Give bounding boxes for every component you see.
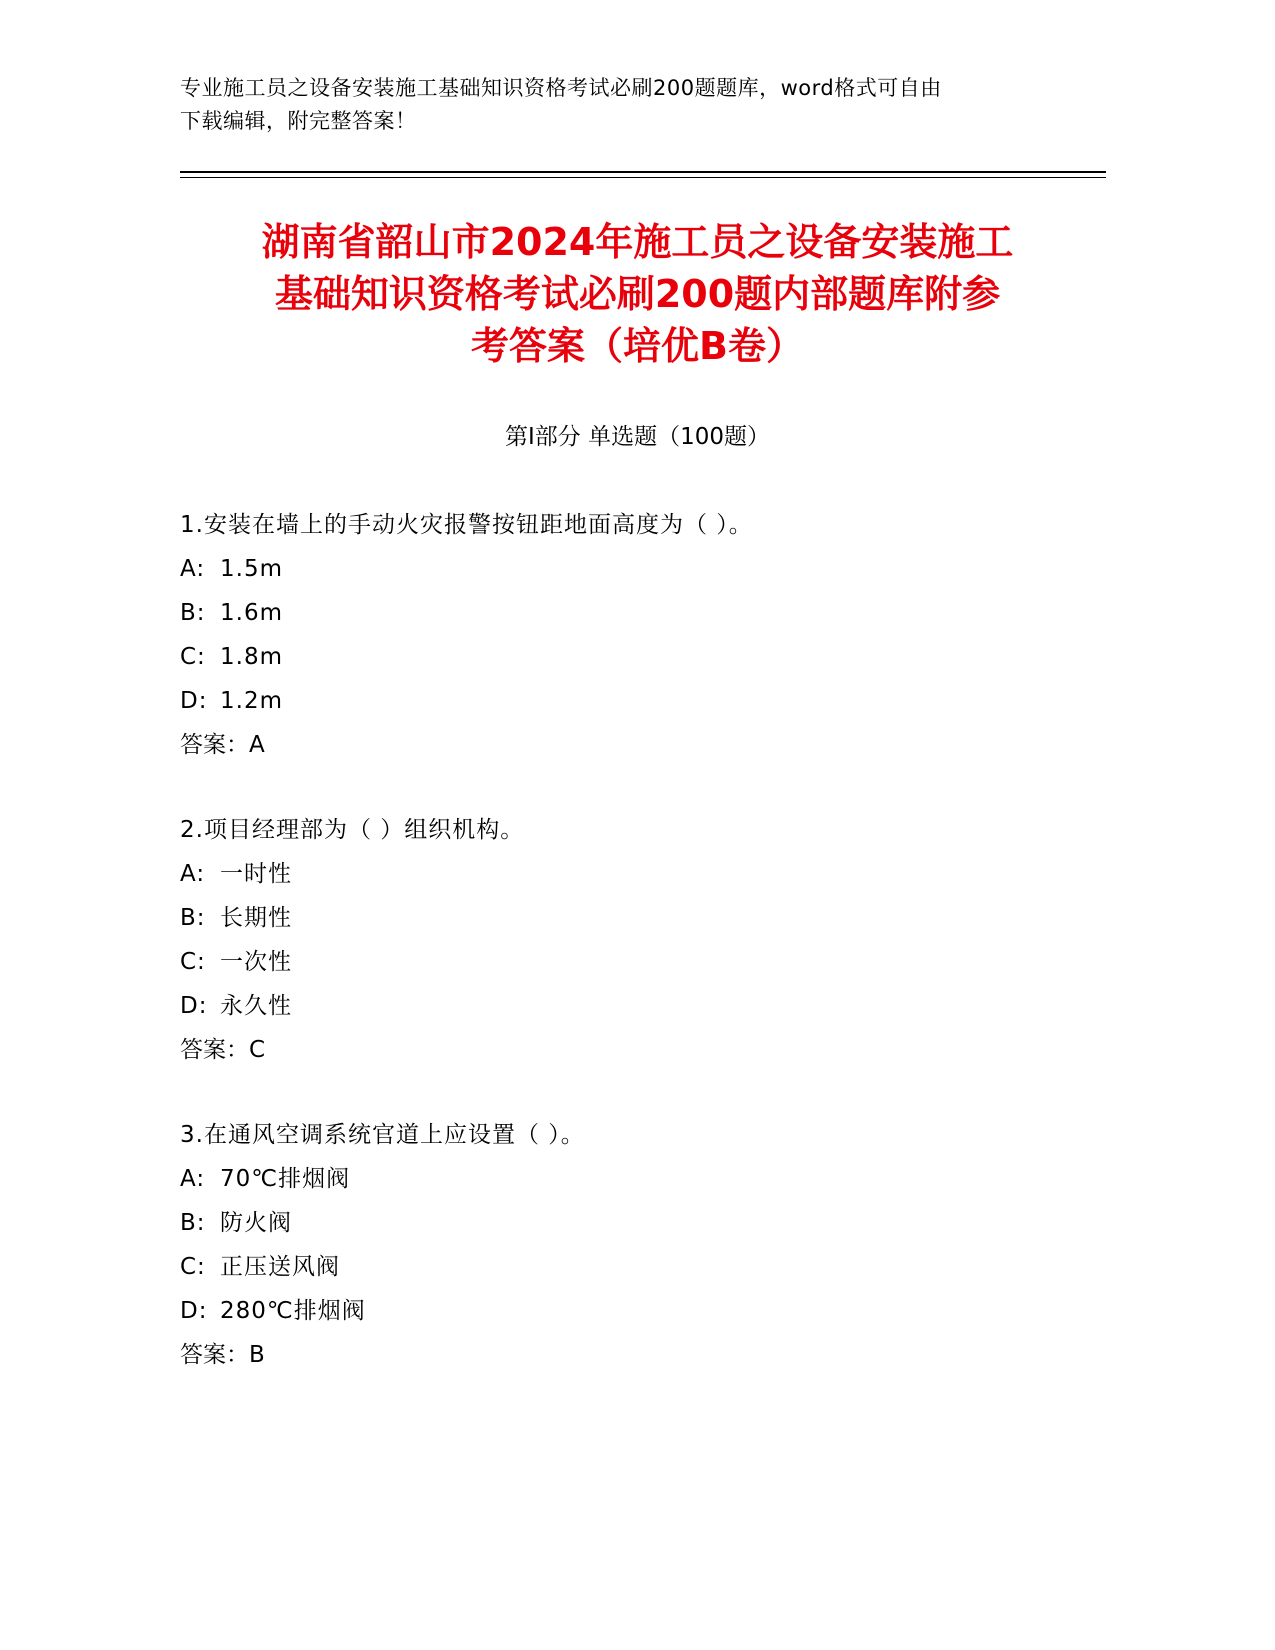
- document-title-line: 考答案（培优B卷）: [471, 324, 804, 368]
- option-key: C:: [180, 1254, 206, 1280]
- option-text: 280℃排烟阀: [220, 1298, 366, 1324]
- option-a: [180, 852, 1080, 896]
- option-text: 正压送风阀: [220, 1254, 340, 1280]
- question-stem: 3.在通风空调系统官道上应设置（ ）。: [180, 1122, 585, 1148]
- option-text: 永久性: [220, 993, 292, 1019]
- header-divider-thin: [180, 177, 1106, 178]
- question-stem: 2.项目经理部为（ ）组织机构。: [180, 817, 525, 843]
- question-stem: 1.安装在墙上的手动火灾报警按钮距地面高度为（ ）。: [180, 512, 753, 538]
- option-key: B:: [180, 600, 206, 626]
- option-d: [180, 984, 1080, 1028]
- option-a: [180, 1157, 1080, 1201]
- question-2: [180, 808, 1080, 1072]
- option-text: 1.5m: [220, 556, 283, 582]
- option-text: 1.8m: [220, 644, 283, 670]
- document-title-line: 湖南省韶山市2024年施工员之设备安装施工: [261, 220, 1014, 264]
- option-d: [180, 679, 1080, 723]
- header-note: [180, 72, 1060, 138]
- option-text: 1.6m: [220, 600, 283, 626]
- option-text: 防火阀: [220, 1210, 292, 1236]
- option-key: A:: [180, 1166, 206, 1192]
- option-key: D:: [180, 688, 208, 714]
- option-text: 一次性: [220, 949, 292, 975]
- option-key: C:: [180, 644, 206, 670]
- document-title: [140, 216, 1135, 372]
- option-text: 70℃排烟阀: [220, 1166, 351, 1192]
- option-d: [180, 1289, 1080, 1333]
- option-text: 1.2m: [220, 688, 283, 714]
- option-key: A:: [180, 861, 206, 887]
- option-c: [180, 1245, 1080, 1289]
- option-key: A:: [180, 556, 206, 582]
- option-key: D:: [180, 1298, 208, 1324]
- section-heading: 第Ⅰ部分 单选题（100题）: [505, 424, 770, 450]
- option-text: 长期性: [220, 905, 292, 931]
- option-b: [180, 591, 1080, 635]
- question-1: [180, 503, 1080, 767]
- option-key: B:: [180, 1210, 206, 1236]
- question-answer: 答案：B: [180, 1342, 265, 1368]
- header-divider-thick: [180, 171, 1106, 173]
- question-answer: 答案：C: [180, 1037, 266, 1063]
- option-b: [180, 896, 1080, 940]
- header-note-line: 下载编辑，附完整答案！: [180, 109, 417, 133]
- option-key: C:: [180, 949, 206, 975]
- option-c: [180, 635, 1080, 679]
- document-title-line: 基础知识资格考试必刷200题内部题库附参: [274, 272, 1001, 316]
- option-key: D:: [180, 993, 208, 1019]
- question-answer: 答案：A: [180, 732, 265, 758]
- header-note-line: 专业施工员之设备安装施工基础知识资格考试必刷200题题库，word格式可自由: [180, 76, 942, 100]
- option-key: B:: [180, 905, 206, 931]
- option-c: [180, 940, 1080, 984]
- option-a: [180, 547, 1080, 591]
- question-3: [180, 1113, 1080, 1377]
- option-text: 一时性: [220, 861, 292, 887]
- option-b: [180, 1201, 1080, 1245]
